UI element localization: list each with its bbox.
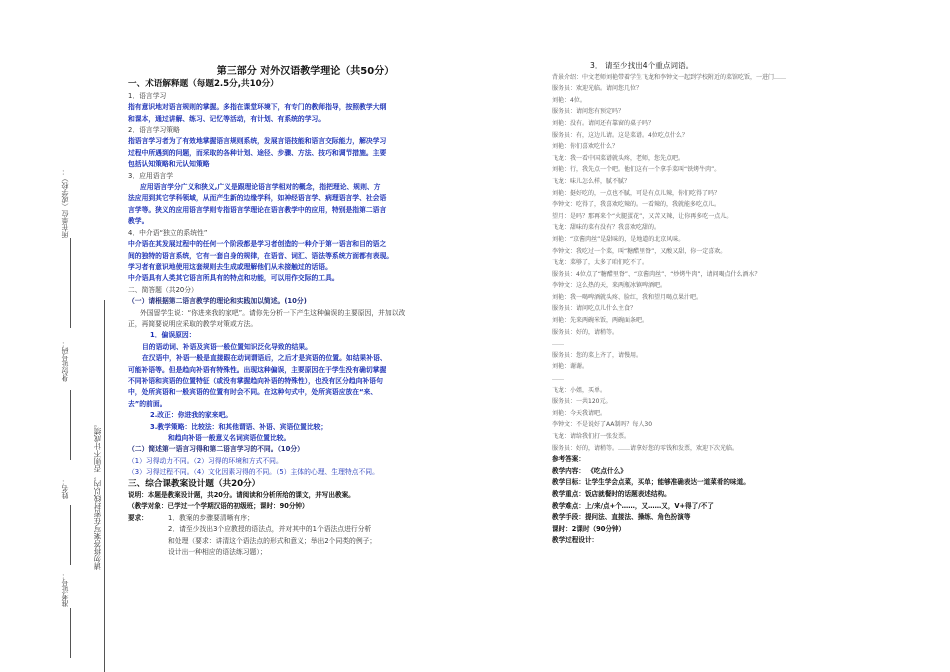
term3-heading: 3．应用语言学 <box>128 171 174 180</box>
name-label: 姓名： <box>61 478 69 499</box>
question1-body-line: 外国留学生说：“你进来我的家吧”。请你先分析一下产生这种偏误的主要原因，并加以改 <box>140 308 406 317</box>
term4-answer-line: 间的独特的语言系统，它有一套自身的规律，在语音、词汇、语法等系统方面都有表现。 <box>128 251 394 260</box>
dialog-line: 服务员：4位点了“糖醋里脊”、“京酱肉丝”、“炒烤牛肉”，请问喝点什么酒水？ <box>552 270 761 278</box>
term4-heading: 4．中介语“独立的系统性” <box>128 228 208 237</box>
answer1-strategy-cont: 和趋向补语一般意义名词宾语位置比较。 <box>168 434 291 442</box>
question1-title: （一）请根据第二语言教学的理论和实践加以简述。(10分) <box>128 297 307 306</box>
answer1-cause-line: 可能补语等。但是趋向补语有特殊性。出现这种偏误，主要原因在于学生没有确切掌握 <box>128 365 387 374</box>
dialog-line: …… <box>552 375 564 383</box>
dialog-line: 刘艳：行，我先点一个吧。他们这有一个拿手菜叫“铁烤牛肉”。 <box>552 166 721 174</box>
unit-label: 所在单位（或学校）： <box>61 168 69 238</box>
dialog-line: 服务员：好的，请稍等。……请拿好您的零钱和发票，欢迎下次光临。 <box>552 444 739 452</box>
requirement-1: 1．教案的步骤要清晰有序； <box>168 513 254 522</box>
section3-objective: （教学对象：已学过一个学期汉语的初级班；课时：90分钟） <box>128 502 309 511</box>
dialog-line: 服务员：欢迎光临。请问您几位？ <box>552 85 643 93</box>
teaching-key-point: 教学重点：饭店就餐时的话题表述结构。 <box>552 489 671 498</box>
question2-answer-line: （3）习得过程不同。（4）文化因素习得的不同。（5）主体的心理、生理特点不同。 <box>128 468 379 477</box>
answer1-correction: 2.改正：你进我的家来吧。 <box>150 411 233 420</box>
requirement-3: 3． 请至少找出4个重点词语。 <box>590 61 694 70</box>
teaching-process: 教学过程设计： <box>552 536 599 545</box>
question2-title: （二）简述第一语言习得和第二语言学习的不同。（10分） <box>128 445 304 454</box>
dialog-line: 刘艳：“京酱肉丝”是甜味的，是地道的北京风味。 <box>552 235 685 243</box>
dialog-line: 飞龙：味儿怎么样，腻不腻？ <box>552 177 631 185</box>
term2-answer-line: 指语言学习者为了有效地掌握语言规则系统，发展言语技能和语言交际能力，解决学习 <box>128 137 387 146</box>
dialog-line: 服务员：一共120元。 <box>552 398 612 406</box>
term1-answer-line: 和课本，通过讲解、练习、记忆等活动，有计划、有系统的学习。 <box>128 114 326 123</box>
term3-answer-line: 法应用到其它学科领域，从而产生新的边缘学科，如神经语言学、病理语言学、社会语 <box>128 194 387 203</box>
unit-line <box>70 238 71 328</box>
term4-answer-line: 中介语具有人类其它语言所具有的特点和功能，可以用作交际的工具。 <box>128 274 339 283</box>
dialog-line: 飞龙：菜够了，太多了咱们吃不了。 <box>552 259 649 267</box>
requirement-2-line: 2．请至少找出3个应教授的语法点，并对其中的1个语法点进行分析 <box>168 525 372 534</box>
term3-answer-line: 教学。 <box>128 217 149 226</box>
teaching-method: 教学手段：提问法、直接法、操练、角色扮演等 <box>552 513 691 522</box>
dialog-line: 李钟文：我吃过一个菜，叫“糖醋里脊”，又酸又甜，你一定喜欢。 <box>552 247 727 255</box>
dialog-line: 刘艳：挺好吃的，一点也不腻，可是有点儿辣，你们吃得了吗？ <box>552 189 721 197</box>
term1-answer-line: 指有意识地对语言规则的掌握。多指在课堂环境下，有专门的教师指导，按照教学大纲 <box>128 103 387 112</box>
term2-answer-line: 过程中所遇到的问题，而采取的各种计划、途径、步骤、方法、技巧和调节措施。主要 <box>128 148 387 157</box>
answer1-cause-line: 中，处所宾语和一般宾语的位置有时会不同。在这种句式中，处所宾语应放在“来、 <box>128 388 378 397</box>
binding-margin <box>0 0 120 672</box>
dialog-line: 服务员：好的，请稍等。 <box>552 328 619 336</box>
requirements-block <box>128 513 483 524</box>
dialog-block <box>552 72 882 455</box>
seal-notice: 请勿将答案写在密封线以内，否则不计成绩。 <box>93 420 102 570</box>
dialog-line: 刘艳：谢谢。 <box>552 363 589 371</box>
id-line <box>70 390 71 460</box>
right-column <box>552 62 882 547</box>
teaching-difficulty: 教学难点：上/来/点+个……，又……又，V+得了/不了 <box>552 501 714 510</box>
dialog-line: 望月：是吗？那再来个“火腿蛋花”，又苦又辣，让你再多吃一点儿。 <box>552 212 733 220</box>
dialog-line: 李钟文：不是说好了AA制吗？每人30 <box>552 421 653 429</box>
dialog-line: 李钟文：吃得了，我喜欢吃辣的。一看辣的，我就能多吃点儿。 <box>552 201 721 209</box>
answer1-cause-line: 去”的前面。 <box>128 399 167 408</box>
dialog-line: 服务员：请问吃点儿什么主食？ <box>552 305 637 313</box>
term3-answer-line: 应用语言学分广义和狭义,广义是跟理论语言学相对的概念，指把理论、规则、方 <box>140 183 381 192</box>
section3-description: 说明：本题是教案设计题，共20分。请阅读和分析所给的课文，并写出教案。 <box>128 491 355 500</box>
answer1-strategy: 3.教学策略：比较法：和其他谓语、补语、宾语位置比较； <box>150 422 328 431</box>
dialog-line: 服务员：请问您有预定吗？ <box>552 108 625 116</box>
answer1-cause-line: 不同补语和宾语的位置特征（或没有掌握趋向补语的特殊性），也没有区分趋向补语句 <box>128 376 383 385</box>
teaching-content: 教学内容： 《吃点什么》 <box>552 466 627 475</box>
requirement-2-line: 和处理（要求：讲清这个语法点的形式和意义；举出2个同类的例子； <box>168 536 377 545</box>
dialog-line: 刘艳：你们喜欢吃什么？ <box>552 143 619 151</box>
dialog-line: 飞龙：我一看中国菜谱就头疼，老师，您先点吧。 <box>552 154 685 162</box>
dialog-line: 服务员：有，这边儿请。这是菜谱。4位吃点什么？ <box>552 131 688 139</box>
answer1-cause-heading: 1．偏误原因： <box>150 331 196 340</box>
requirements-label: 要求： <box>128 513 148 522</box>
requirement-2-line: 设计出一种相应的语法练习题）； <box>168 548 267 557</box>
answer1-cause-line: 在汉语中，补语一般是直接跟在动词谓语后，之后才是宾语的位置。如结果补语、 <box>142 354 387 363</box>
name-line <box>70 505 71 565</box>
section2-title: 二、简答题（共20分） <box>128 285 198 294</box>
question1-body-line: 正，再简要说明应采取的教学对策或方法。 <box>128 319 258 328</box>
dialog-line: 飞龙：请给我们打一张发票。 <box>552 433 631 440</box>
term2-answer-line: 包括认知策略和元认知策略 <box>128 160 210 169</box>
dialog-background: 背景介绍：中文老师刘艳带着学生飞龙和李钟文一起到学校附近的菜馆吃饭，一进门…… <box>552 73 787 81</box>
seal-line <box>104 300 105 672</box>
term1-heading: 1．语言学习 <box>128 91 167 100</box>
dialog-line: 刘艳：4位。 <box>552 96 586 104</box>
id-label: 身份证号码： <box>61 340 69 382</box>
term2-heading: 2．语言学习策略 <box>128 126 180 135</box>
exam-no-line <box>70 608 71 658</box>
term4-answer-line: 学习者有意识地使用这套规则去生成或理解他们从未接触过的话语。 <box>128 262 332 271</box>
dialog-line: 李钟文：这么热的天，来两瓶冰镇啤酒吧。 <box>552 282 667 290</box>
dialog-line: 飞龙：甜味的菜有没有？我喜欢吃甜的。 <box>552 224 661 232</box>
reference-answer-label: 参考答案： <box>552 455 585 464</box>
dialog-line: 刘艳：今天我请吧。 <box>552 409 607 417</box>
answer1-cause-line: 目的语动词、补语及宾语一般位置知识泛化导致的结果。 <box>142 342 312 351</box>
dialog-line: 刘艳：没有。请问还有靠窗的桌子吗？ <box>552 119 655 127</box>
left-column <box>128 62 483 558</box>
dialog-line: 刘艳：我一喝啤酒就头疼、脸红，我和望月喝点果汁吧。 <box>552 293 703 301</box>
term4-answer-line: 中介语在其发展过程中的任何一个阶段都是学习者创造的一种介于第一语言和目的语之 <box>128 240 387 249</box>
section3-title: 三、综合课教案设计题（共20分） <box>128 478 261 489</box>
term3-answer-line: 言学等。狭义的应用语言学则专指语言学理论在语言教学中的应用，特别是指第二语言 <box>128 205 387 214</box>
class-time: 课时：2课时（90分钟） <box>552 524 626 533</box>
question2-answer-line: （1）习得动力不同。（2）习得的环境和方式不同。 <box>128 456 283 465</box>
dialog-line: …… <box>552 340 564 348</box>
dialog-line: 飞龙：小姐，买单。 <box>552 386 607 394</box>
exam-no-label: 准考证号： <box>61 572 69 607</box>
dialog-line: 刘艳：先来两碗米饭，两碗面条吧。 <box>552 317 649 325</box>
part-title: 第三部分 对外汉语教学理论（共50分） <box>216 66 395 77</box>
teaching-goal: 教学目标：让学生学会点菜，买单；能够准确表达一道菜肴的味道。 <box>552 478 750 487</box>
dialog-line: 服务员：您的菜上齐了，请慢用。 <box>552 351 643 359</box>
section1-title: 一、术语解释题（每题2.5分,共10分） <box>128 79 279 90</box>
